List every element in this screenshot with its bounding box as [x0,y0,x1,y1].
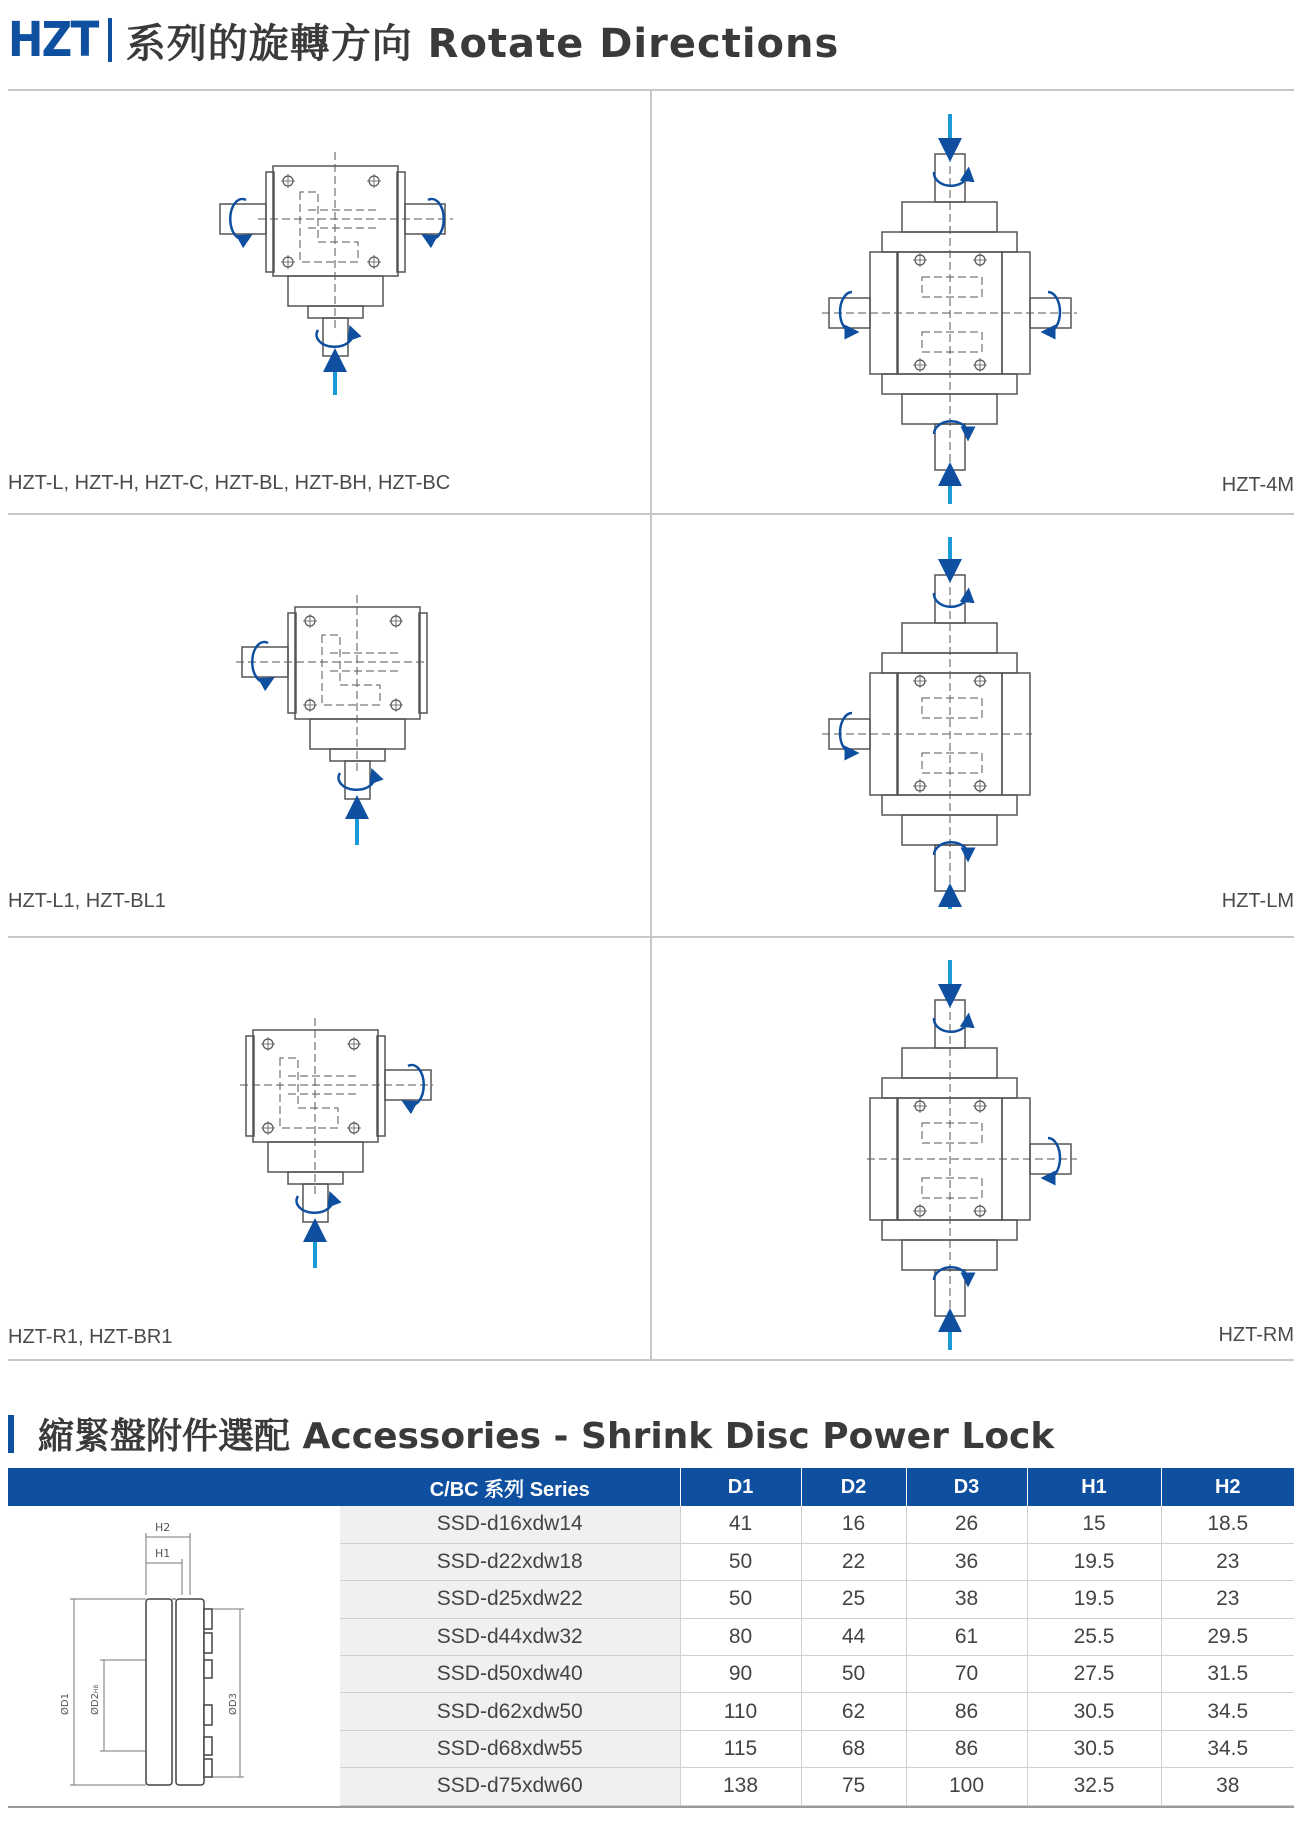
cell-d1: 50 [680,1543,801,1580]
cell-series: SSD-d68xdw55 [340,1730,680,1767]
cell-h2: 34.5 [1161,1693,1294,1730]
table-row [340,1693,1294,1730]
col-header-series: C/BC 系列 Series [340,1468,680,1506]
diagram-cell-6 [652,938,1294,1358]
label-d3: ØD3 [228,1693,239,1715]
gearbox-rm-icon [652,938,1294,1358]
diagram-cell-5 [8,938,650,1358]
cell-d2: 44 [801,1618,906,1655]
brand-logo: HZT [8,12,98,68]
cell-h2: 23 [1161,1543,1294,1580]
label-d1: ØD1 [60,1693,71,1715]
cell-h1: 19.5 [1027,1543,1161,1580]
cell-d3: 70 [906,1656,1027,1693]
shrink-disc-table [340,1468,1294,1806]
bottom-rule [8,1806,1294,1808]
diagram-caption-6: HZT-RM [1218,1324,1294,1346]
cell-d1: 115 [680,1730,801,1767]
gearbox-right-output-icon [8,938,650,1358]
diagram-cell-3 [8,515,650,935]
col-header-d3: D3 [906,1468,1027,1506]
accessories-title: 縮緊盤附件選配 Accessories - Shrink Disc Power Lock [38,1416,1055,1457]
cell-series: SSD-d16xdw14 [340,1506,680,1543]
label-h2: H2 [155,1521,171,1534]
label-h1: H1 [155,1547,171,1560]
table-row [340,1730,1294,1767]
diagram-caption-1: HZT-L, HZT-H, HZT-C, HZT-BL, HZT-BH, HZT-BC [8,472,451,494]
cell-h1: 25.5 [1027,1618,1161,1655]
cell-h1: 32.5 [1027,1768,1161,1805]
cell-d1: 90 [680,1656,801,1693]
table-row [340,1506,1294,1543]
cell-d1: 50 [680,1581,801,1618]
diagram-cell-1 [8,92,650,512]
cell-h1: 30.5 [1027,1730,1161,1767]
cell-d3: 86 [906,1693,1027,1730]
cell-h2: 34.5 [1161,1730,1294,1767]
diagram-caption-5: HZT-R1, HZT-BR1 [8,1326,173,1348]
cell-h2: 31.5 [1161,1656,1294,1693]
col-header-h2: H2 [1161,1468,1294,1506]
diagram-cell-4 [652,515,1294,935]
cell-d1: 80 [680,1618,801,1655]
cell-d3: 86 [906,1730,1027,1767]
table-header-row [340,1468,1294,1506]
col-header-h1: H1 [1027,1468,1161,1506]
cell-h2: 29.5 [1161,1618,1294,1655]
shrink-disc-drawing-icon [60,1515,280,1800]
table-row [340,1656,1294,1693]
cell-h1: 27.5 [1027,1656,1161,1693]
cell-series: SSD-d22xdw18 [340,1543,680,1580]
col-header-d2: D2 [801,1468,906,1506]
accessories-heading [8,1408,1054,1459]
cell-h2: 38 [1161,1768,1294,1805]
table-row [340,1581,1294,1618]
cell-series: SSD-d75xdw60 [340,1768,680,1805]
diagram-caption-3: HZT-L1, HZT-BL1 [8,890,166,912]
cell-d1: 110 [680,1693,801,1730]
cell-series: SSD-d50xdw40 [340,1656,680,1693]
cell-d3: 100 [906,1768,1027,1805]
cell-d2: 25 [801,1581,906,1618]
header-divider [108,18,112,62]
diagram-caption-2: HZT-4M [1221,474,1294,496]
col-header-d1: D1 [680,1468,801,1506]
cell-d2: 50 [801,1656,906,1693]
cell-series: SSD-d44xdw32 [340,1618,680,1655]
table-row [340,1543,1294,1580]
table-header-band [8,1468,340,1506]
cell-series: SSD-d62xdw50 [340,1693,680,1730]
cell-d2: 22 [801,1543,906,1580]
page-title: 系列的旋轉方向 Rotate Directions [125,20,840,67]
table-row [340,1768,1294,1805]
gearbox-lm-icon [652,515,1294,935]
cell-h2: 18.5 [1161,1506,1294,1543]
cell-d2: 62 [801,1693,906,1730]
section-marker [8,1415,14,1453]
cell-d2: 16 [801,1506,906,1543]
table-row [340,1618,1294,1655]
cell-d3: 26 [906,1506,1027,1543]
cell-d2: 75 [801,1768,906,1805]
cell-h1: 15 [1027,1506,1161,1543]
cell-d2: 68 [801,1730,906,1767]
cell-series: SSD-d25xdw22 [340,1581,680,1618]
cell-d3: 61 [906,1618,1027,1655]
page-header [8,10,839,70]
cell-d3: 38 [906,1581,1027,1618]
cell-h1: 19.5 [1027,1581,1161,1618]
cell-d3: 36 [906,1543,1027,1580]
label-d2: ØD2H8 [90,1684,101,1715]
diagram-caption-4: HZT-LM [1221,890,1294,912]
diagram-cell-2 [652,92,1294,512]
cell-d1: 138 [680,1768,801,1805]
cell-h2: 23 [1161,1581,1294,1618]
gearbox-4m-icon [652,92,1294,512]
gearbox-left-output-icon [8,515,650,935]
gearbox-t-type-both-sides-icon [8,92,650,512]
cell-h1: 30.5 [1027,1693,1161,1730]
cell-d1: 41 [680,1506,801,1543]
